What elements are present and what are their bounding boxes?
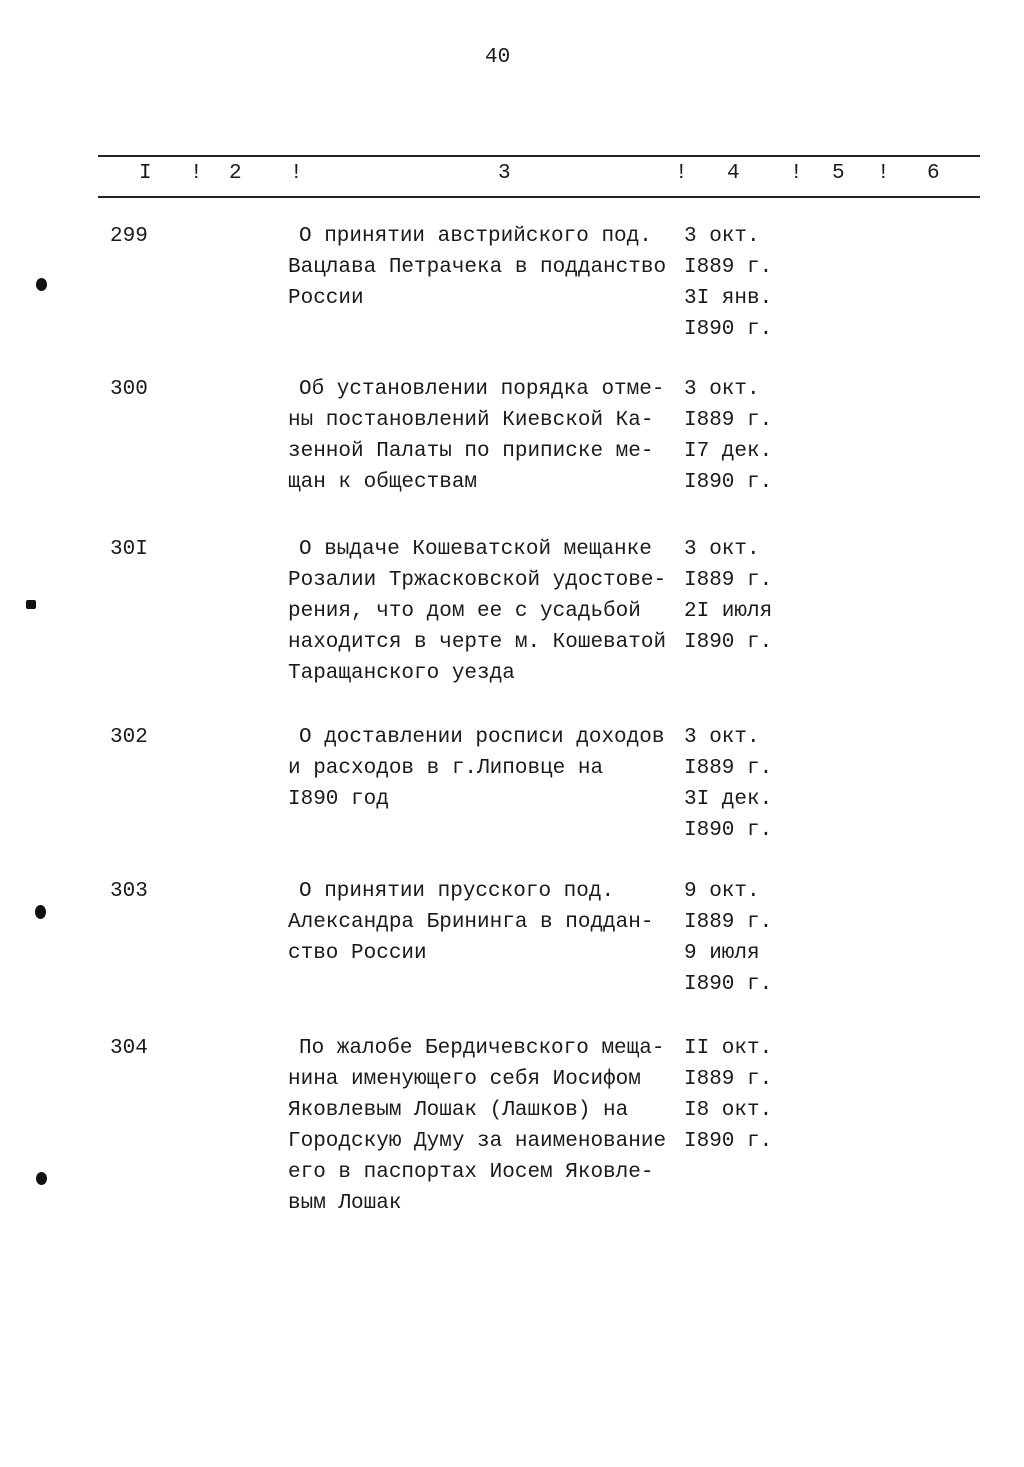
header-separator: ! [190,162,203,185]
punch-hole-mark [35,905,46,919]
entry-number: 302 [110,726,148,749]
entry-dates [684,374,772,498]
date-line: I890 г. [684,973,773,996]
date-line: 3 окт. [684,726,760,749]
date-line: I7 дек. [684,440,773,463]
description-line: Яковлевым Лошак (Лашков) на [288,1099,629,1122]
header-col-5: 5 [832,162,845,185]
description-line: I890 год [288,788,389,811]
date-line: I890 г. [684,1130,773,1153]
date-line: II окт. [684,1037,773,1060]
date-line: 3I дек. [684,788,773,811]
date-line: I889 г. [684,569,773,592]
date-line: I889 г. [684,1068,773,1091]
date-line: I890 г. [684,318,773,341]
header-separator: ! [290,162,303,185]
header-col-1: I [139,162,152,185]
date-line: 3 окт. [684,225,760,248]
description-line: находится в черте м. Кошеватой [288,631,667,654]
description-line: Городскую Думу за наименование [288,1130,667,1153]
description-line: ны постановлений Киевской Ка- [288,409,654,432]
entry-dates [684,221,772,345]
header-col-2: 2 [229,162,242,185]
description-line: О выдаче Кошеватской мещанке [299,538,652,561]
punch-hole-mark [26,600,36,609]
header-col-3: 3 [498,162,511,185]
header-separator: ! [790,162,803,185]
date-line: I889 г. [684,256,773,279]
description-line: Вацлава Петрачека в подданство [288,256,667,279]
description-line: щан к обществам [288,471,478,494]
date-line: I8 окт. [684,1099,773,1122]
entry-number: 300 [110,378,148,401]
entry-dates [684,722,772,846]
date-line: I889 г. [684,757,773,780]
entry-description [288,221,666,314]
description-line: Таращанского уезда [288,662,515,685]
description-line: нина именующего себя Иосифом [288,1068,641,1091]
description-line: России [288,287,364,310]
description-line: зенной Палаты по приписке ме- [288,440,654,463]
date-line: I890 г. [684,471,773,494]
entry-description [288,534,666,689]
date-line: I889 г. [684,911,773,934]
date-line: 3 окт. [684,378,760,401]
page-number: 40 [485,46,511,69]
header-col-4: 4 [727,162,740,185]
entry-description [288,1033,666,1219]
entry-number: 30I [110,538,148,561]
entry-dates [684,876,772,1000]
entry-description [288,722,664,815]
date-line: 3I янв. [684,287,773,310]
header-separator: ! [877,162,890,185]
punch-hole-mark [36,1172,47,1185]
header-bottom-rule [98,196,980,198]
entry-description [288,876,653,969]
description-line: Розалии Тржасковской удостове- [288,569,667,592]
description-line: рения, что дом ее с усадьбой [288,600,641,623]
description-line: Александра Брининга в поддан- [288,911,654,934]
punch-hole-mark [36,278,47,291]
entry-number: 299 [110,225,148,248]
entry-description [288,374,664,498]
header-separator: ! [675,162,688,185]
entry-dates [684,1033,772,1157]
description-line: его в паспортах Иосем Яковле- [288,1161,654,1184]
header-top-rule [98,155,980,157]
entry-number: 303 [110,880,148,903]
description-line: вым Лошак [288,1192,402,1215]
date-line: 9 июля [684,942,760,965]
header-col-6: 6 [927,162,940,185]
date-line: 9 окт. [684,880,760,903]
description-line: О принятии австрийского под. [299,225,652,248]
description-line: ство России [288,942,427,965]
description-line: По жалобе Бердичевского меща- [299,1037,665,1060]
entry-dates [684,534,772,658]
entry-number: 304 [110,1037,148,1060]
date-line: 3 окт. [684,538,760,561]
date-line: 2I июля [684,600,773,623]
description-line: и расходов в г.Липовце на [288,757,604,780]
date-line: I890 г. [684,819,773,842]
description-line: О доставлении росписи доходов [299,726,665,749]
description-line: Об установлении порядка отме- [299,378,665,401]
description-line: О принятии прусского под. [299,880,615,903]
date-line: I890 г. [684,631,773,654]
date-line: I889 г. [684,409,773,432]
